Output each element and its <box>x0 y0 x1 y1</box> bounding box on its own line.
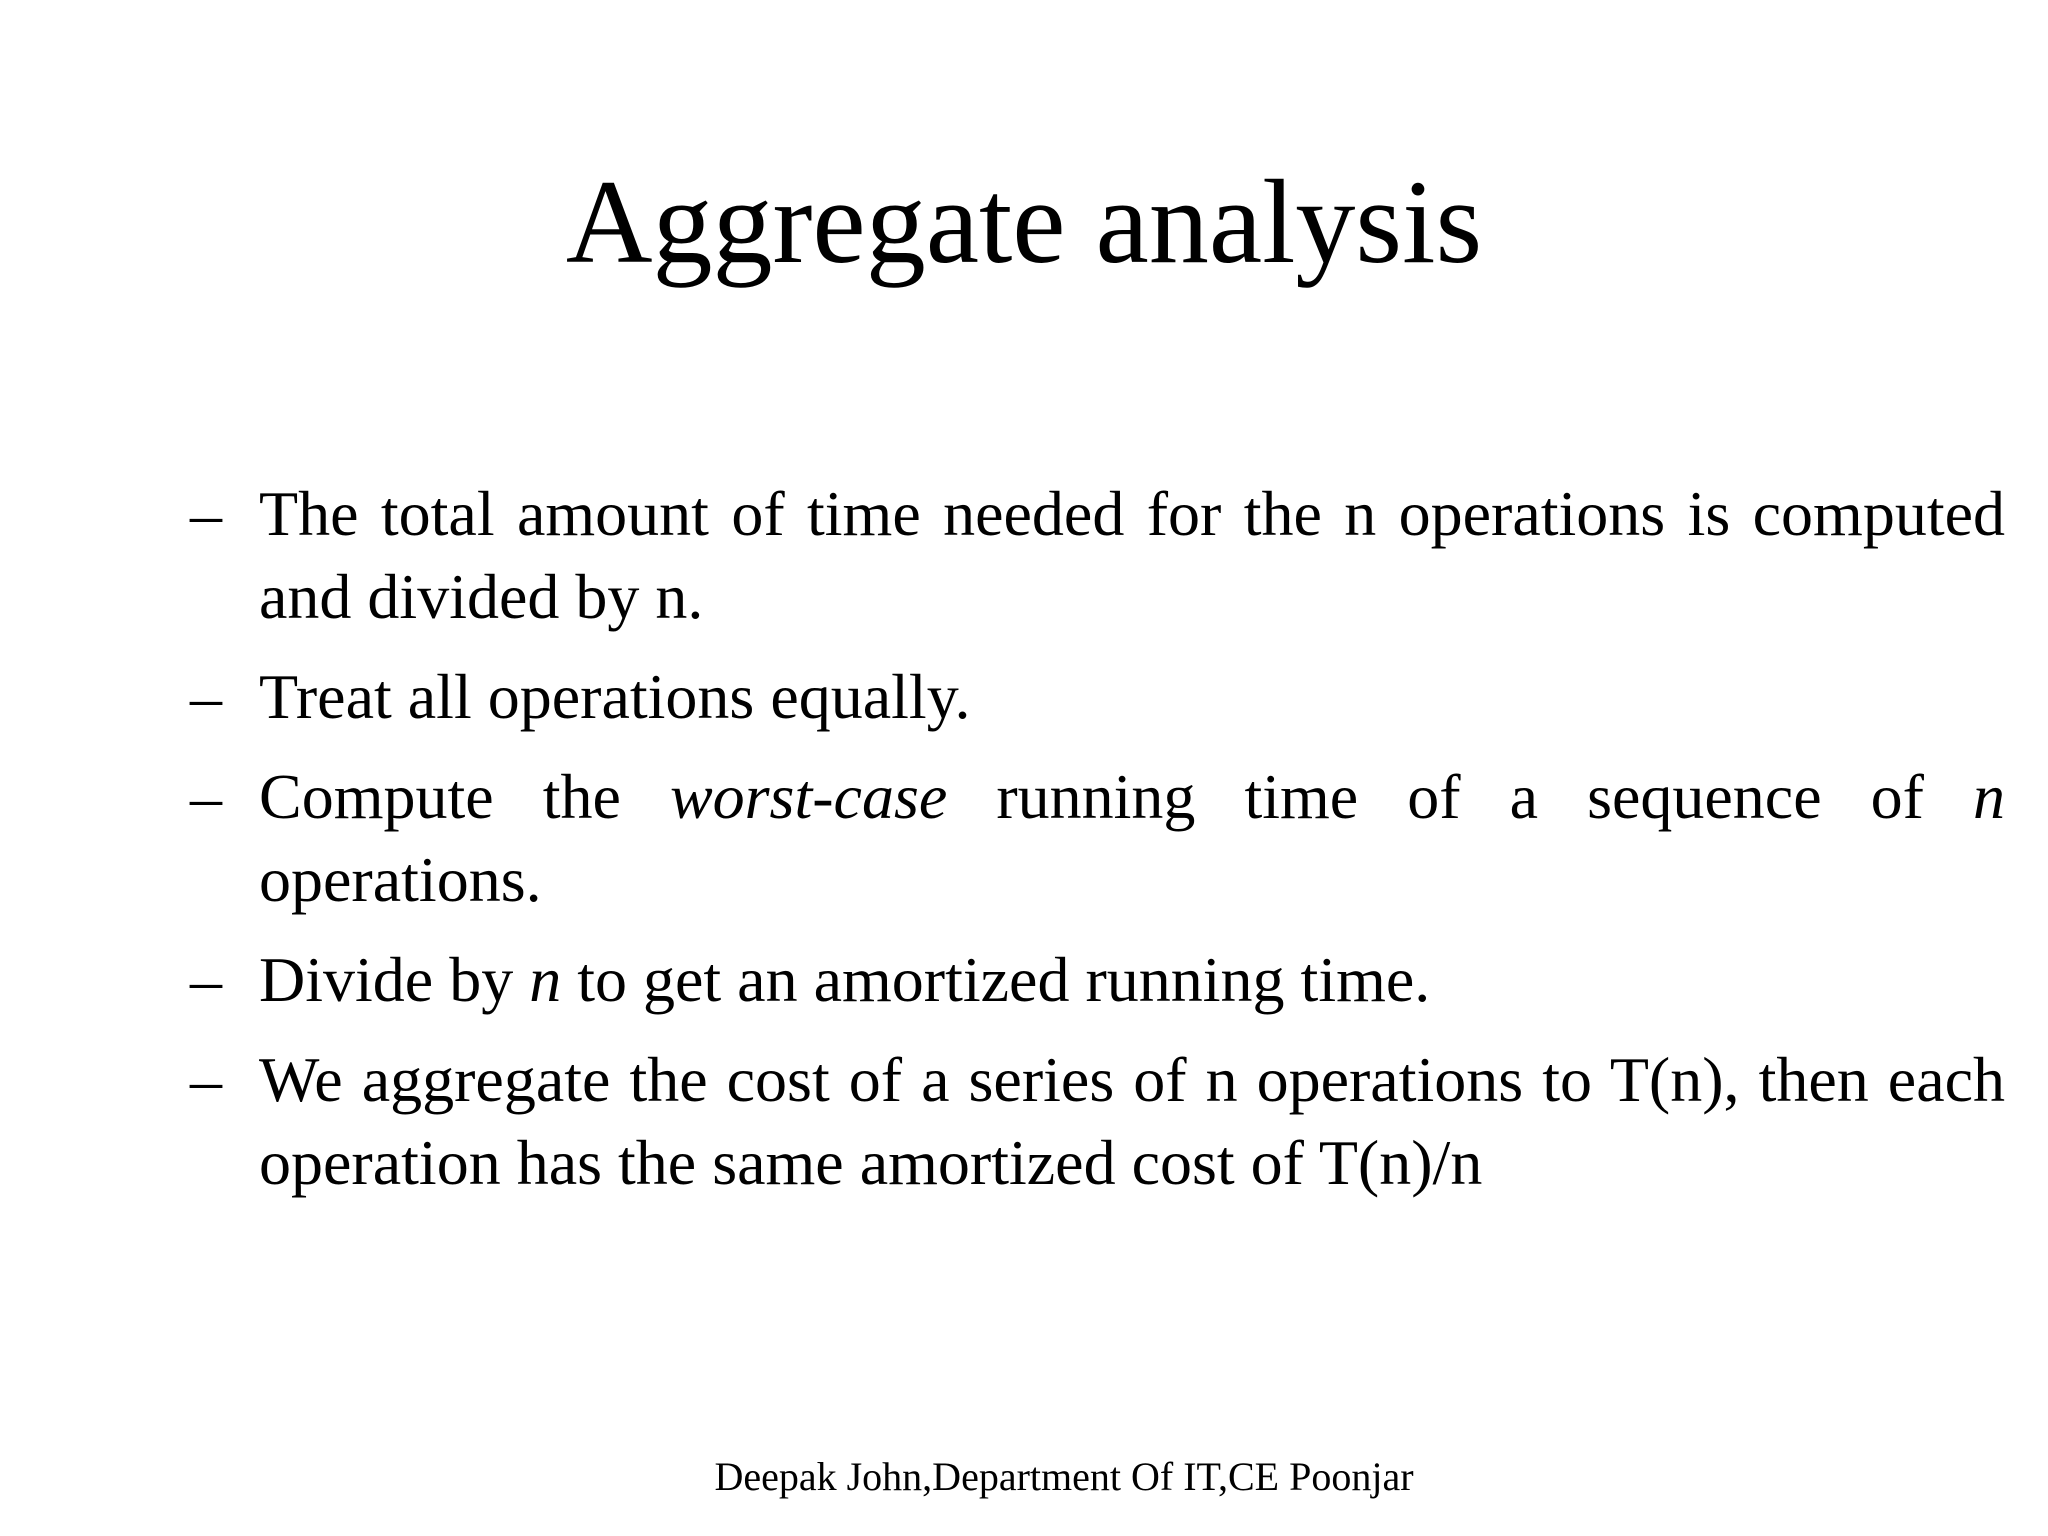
bullet-dash: – <box>190 944 222 1015</box>
bullet-item <box>190 938 2005 1021</box>
bullet-text: to get an amortized running time. <box>561 944 1431 1015</box>
bullet-list <box>190 472 2005 1221</box>
bullet-item <box>190 655 2005 738</box>
bullet-item <box>190 755 2005 921</box>
bullet-dash: – <box>190 478 222 549</box>
bullet-dash: – <box>190 1044 222 1115</box>
bullet-dash: – <box>190 761 222 832</box>
bullet-text: Divide by <box>259 944 530 1015</box>
bullet-text: Compute the <box>259 761 670 832</box>
bullet-emphasis: n <box>529 944 562 1015</box>
bullet-text: We aggregate the cost of a series of n operations to T(n), then each operation has the same amortized cost of T(n)/n <box>259 1044 2005 1198</box>
bullet-text: Treat all operations equally. <box>259 661 971 732</box>
bullet-emphasis: worst-case <box>669 761 948 832</box>
bullet-emphasis: n <box>1973 761 2006 832</box>
bullet-item <box>190 472 2005 638</box>
slide-title: Aggregate analysis <box>565 155 1483 288</box>
bullet-dash: – <box>190 661 222 732</box>
slide-footer: Deepak John,Department Of IT,CE Poonjar <box>714 1454 1414 1499</box>
bullet-text: The total amount of time needed for the n operations is computed and divided by n. <box>259 478 2005 632</box>
bullet-item <box>190 1038 2005 1204</box>
bullet-text: operations. <box>259 844 542 915</box>
bullet-text: running time of a sequence of <box>947 761 1974 832</box>
